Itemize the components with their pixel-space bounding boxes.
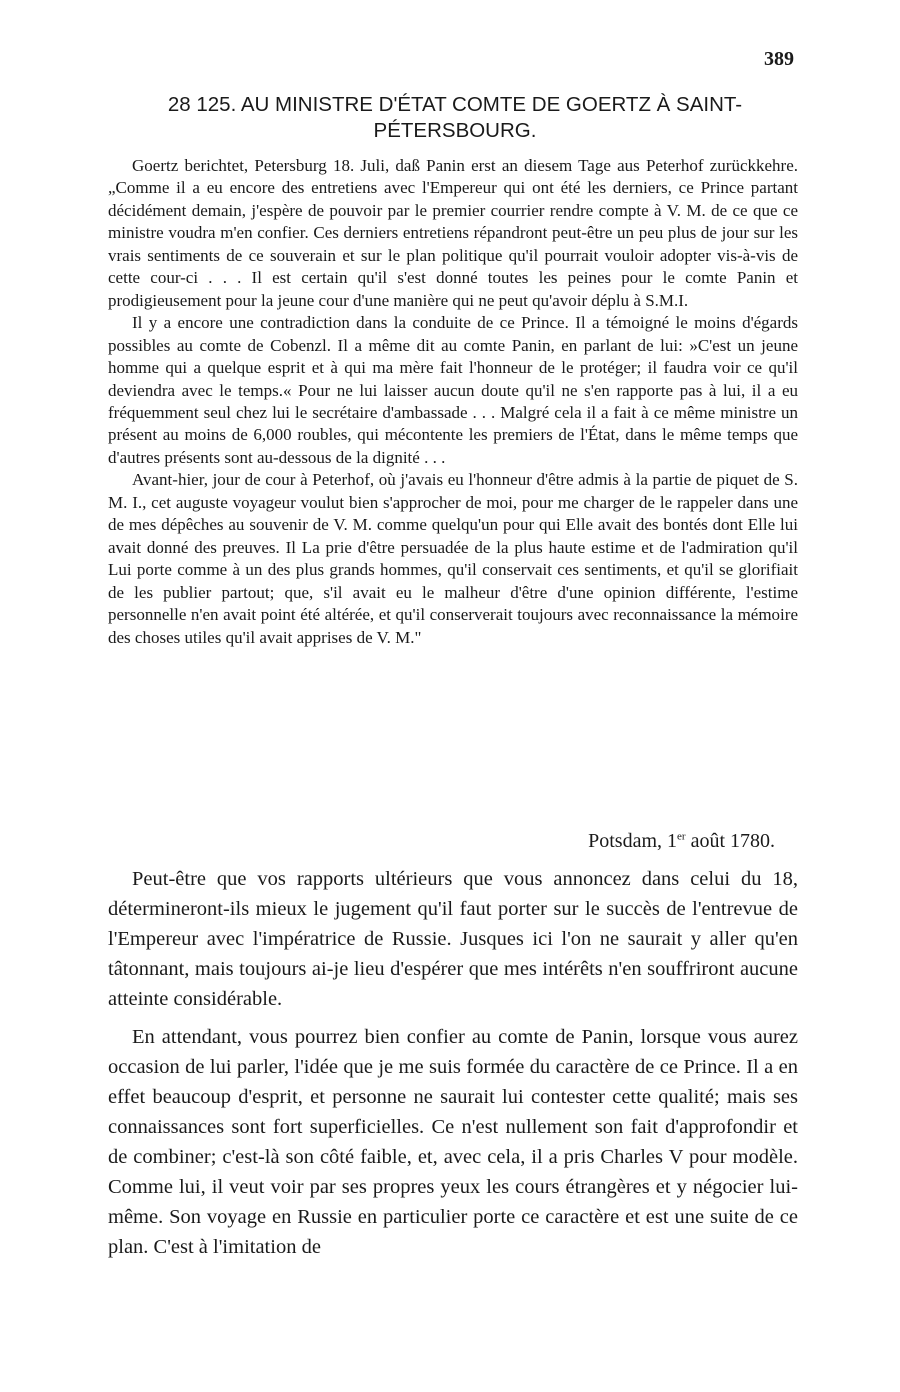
dateline <box>108 830 775 853</box>
report-summary <box>108 155 798 649</box>
letter-paragraph: En attendant, vous pourrez bien confier au comte de Panin, lorsque vous aurez occasion de lui parler, l'idée que je me suis formée du caractère de ce Prince. Il a en effet beaucoup d'esprit, et personne ne saurait lui contester cette qualité; mais ses connaissances sont fort superficielles. Ce n'est nullement son fait d'approfondir et de combiner; c'est-là son côté faible, et, avec cela, il a pris Charles V pour modèle. Comme lui, il veut voir par ses propres yeux les cours étrangères et y négocier lui-même. Son voyage en Russie en particulier porte ce caractère et est une suite de ce plan. C'est à l'imitation de <box>108 1026 798 1258</box>
letter-paragraph: Peut-être que vos rapports ultérieurs que vous annoncez dans celui du 18, détermineront-ils mieux le jugement qu'il faut porter sur le succès de l'entrevue de l'Empereur avec l'impératrice de Russie. Jusques ici l'on ne saurait y aller qu'en tâtonnant, mais toujours ai-je lieu d'espérer que mes intérêts n'en souffriront aucune atteinte considérable. <box>108 868 798 1010</box>
summary-paragraph: Il y a encore une contradiction dans la conduite de ce Prince. Il a témoigné le moins d'égards possibles au comte de Cobenzl. Il a même dit au comte Panin, en parlant de lui: »C'est un jeune homme qui a quelque esprit et à qui ma mère fait l'honneur de le protéger; il faudra voir ce qu'il deviendra avec le temps.« Pour ne lui laisser aucun doute qu'il ne s'en rapporte pas à lui, il a eu fréquemment seul chez lui le secrétaire d'ambassade . . . Malgré cela il a fait à ce même ministre un présent au moins de 6,000 roubles, qui mécontente les premiers de l'État, dans le même temps que d'autres présents sont au-dessous de la dignité . . . <box>108 313 798 467</box>
heading-line-2: PÉTERSBOURG. <box>373 119 537 142</box>
dateline-superscript: er <box>677 830 686 843</box>
dateline-place: Potsdam, 1 <box>588 830 678 852</box>
heading-line-1: 28 125. AU MINISTRE D'ÉTAT COMTE DE GOERTZ À SAINT- <box>167 93 743 116</box>
page-number: 389 <box>764 48 794 70</box>
summary-paragraph: Goertz berichtet, Petersburg 18. Juli, daß Panin erst an diesem Tage aus Peterhof zurückkehre. „Comme il a eu encore des entretiens avec l'Empereur qui ont été les derniers, ce Prince partant décidément demain, j'espère de pouvoir par le premier courrier rendre compte à V. M. de ce que ce ministre voudra m'en confier. Ces derniers entretiens répandront peut-être un peu plus de jour sur les vrais sentiments de ce souverain et sur le plan politique qu'il pourrait vouloir adopter vis-à-vis de cette cour-ci . . . Il est certain qu'il s'est donné toutes les peines pour le comte Panin et prodigieusement pour la jeune cour d'une manière qui ne peut qu'avoir déplu à S.M.I. <box>108 156 798 310</box>
summary-paragraph: Avant-hier, jour de cour à Peterhof, où j'avais eu l'honneur d'être admis à la partie de piquet de S. M. I., cet auguste voyageur voulut bien s'approcher de moi, pour me charger de le rappeler dans une de mes dépêches au souvenir de V. M. comme quelqu'un pour qui Elle avait des bontés dont Elle lui avait donné des preuves. Il La prie d'être persuadée de la plus haute estime et de l'admiration qu'il Lui porte comme à un des plus grands hommes, qu'il conservait ces sentiments, et qu'il se glorifiait de les publier partout; que, s'il avait eu le malheur d'être d'une opinion différente, l'estime personnelle n'en avait point été altérée, et qu'il conserverait toujours avec reconnaissance la mémoire des choses utiles qu'il avait apprises de V. M." <box>108 470 798 647</box>
document-heading <box>110 92 800 144</box>
dateline-date: août 1780. <box>685 830 775 852</box>
letter-body <box>108 864 798 1270</box>
